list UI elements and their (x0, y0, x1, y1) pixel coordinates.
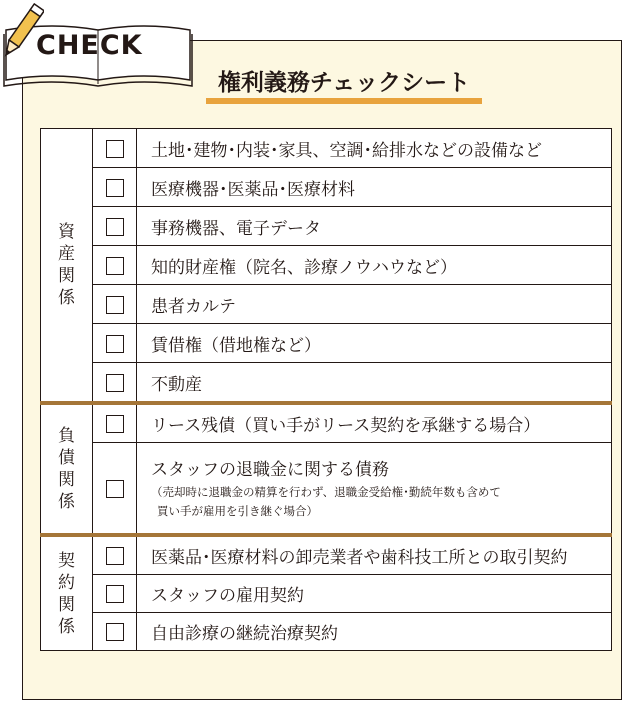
item-label: 不動産 (137, 363, 612, 404)
item-label: 知的財産権（院名、診療ノウハウなど） (137, 246, 612, 285)
checkbox[interactable] (106, 374, 124, 392)
item-label: 土地･建物･内装･家具、空調･給排水などの設備など (137, 129, 612, 168)
checkbox[interactable] (106, 218, 124, 236)
item-note: （売却時に退職金の精算を行わず、退職金受給権･勤続年数も含めて 買い手が雇用を引き継ぐ場合） (151, 485, 501, 518)
checkbox[interactable] (106, 179, 124, 197)
table-row (41, 443, 612, 536)
title-underline (206, 98, 482, 104)
table-row (41, 324, 612, 363)
checkbox[interactable] (106, 140, 124, 158)
table-row (41, 207, 612, 246)
table-row (41, 129, 612, 168)
checkbox[interactable] (106, 335, 124, 353)
category-assets: 資 産 関 係 (41, 129, 93, 404)
page-title: 権利義務チェックシート (217, 70, 471, 96)
item-label: 賃借権（借地権など） (137, 324, 612, 363)
checkbox[interactable] (106, 480, 124, 498)
checkbox[interactable] (106, 547, 124, 565)
item-label: 事務機器、電子データ (137, 207, 612, 246)
checkbox[interactable] (106, 623, 124, 641)
category-contracts: 契 約 関 係 (41, 535, 93, 651)
table-row (41, 363, 612, 404)
item-cell (137, 443, 612, 536)
table-row (41, 246, 612, 285)
item-label: 医薬品･医療材料の卸売業者や歯科技工所との取引契約 (137, 535, 612, 575)
item-label: スタッフの雇用契約 (137, 575, 612, 613)
table-row (41, 285, 612, 324)
item-label: リース残債（買い手がリース契約を承継する場合） (137, 403, 612, 443)
item-label: 患者カルテ (137, 285, 612, 324)
table-row (41, 575, 612, 613)
table-row (41, 535, 612, 575)
item-label: スタッフの退職金に関する債務 (151, 460, 389, 480)
check-label: CHECK (36, 30, 143, 61)
table-row (41, 613, 612, 651)
checklist-table (40, 128, 612, 651)
checkbox[interactable] (106, 257, 124, 275)
pencil-icon (0, 0, 44, 64)
item-label: 医療機器･医薬品･医療材料 (137, 168, 612, 207)
item-label: 自由診療の継続治療契約 (137, 613, 612, 651)
table-row (41, 403, 612, 443)
table-row (41, 168, 612, 207)
checkbox[interactable] (106, 585, 124, 603)
checkbox[interactable] (106, 415, 124, 433)
category-liabilities: 負 債 関 係 (41, 403, 93, 535)
check-badge (0, 0, 210, 90)
checkbox[interactable] (106, 296, 124, 314)
